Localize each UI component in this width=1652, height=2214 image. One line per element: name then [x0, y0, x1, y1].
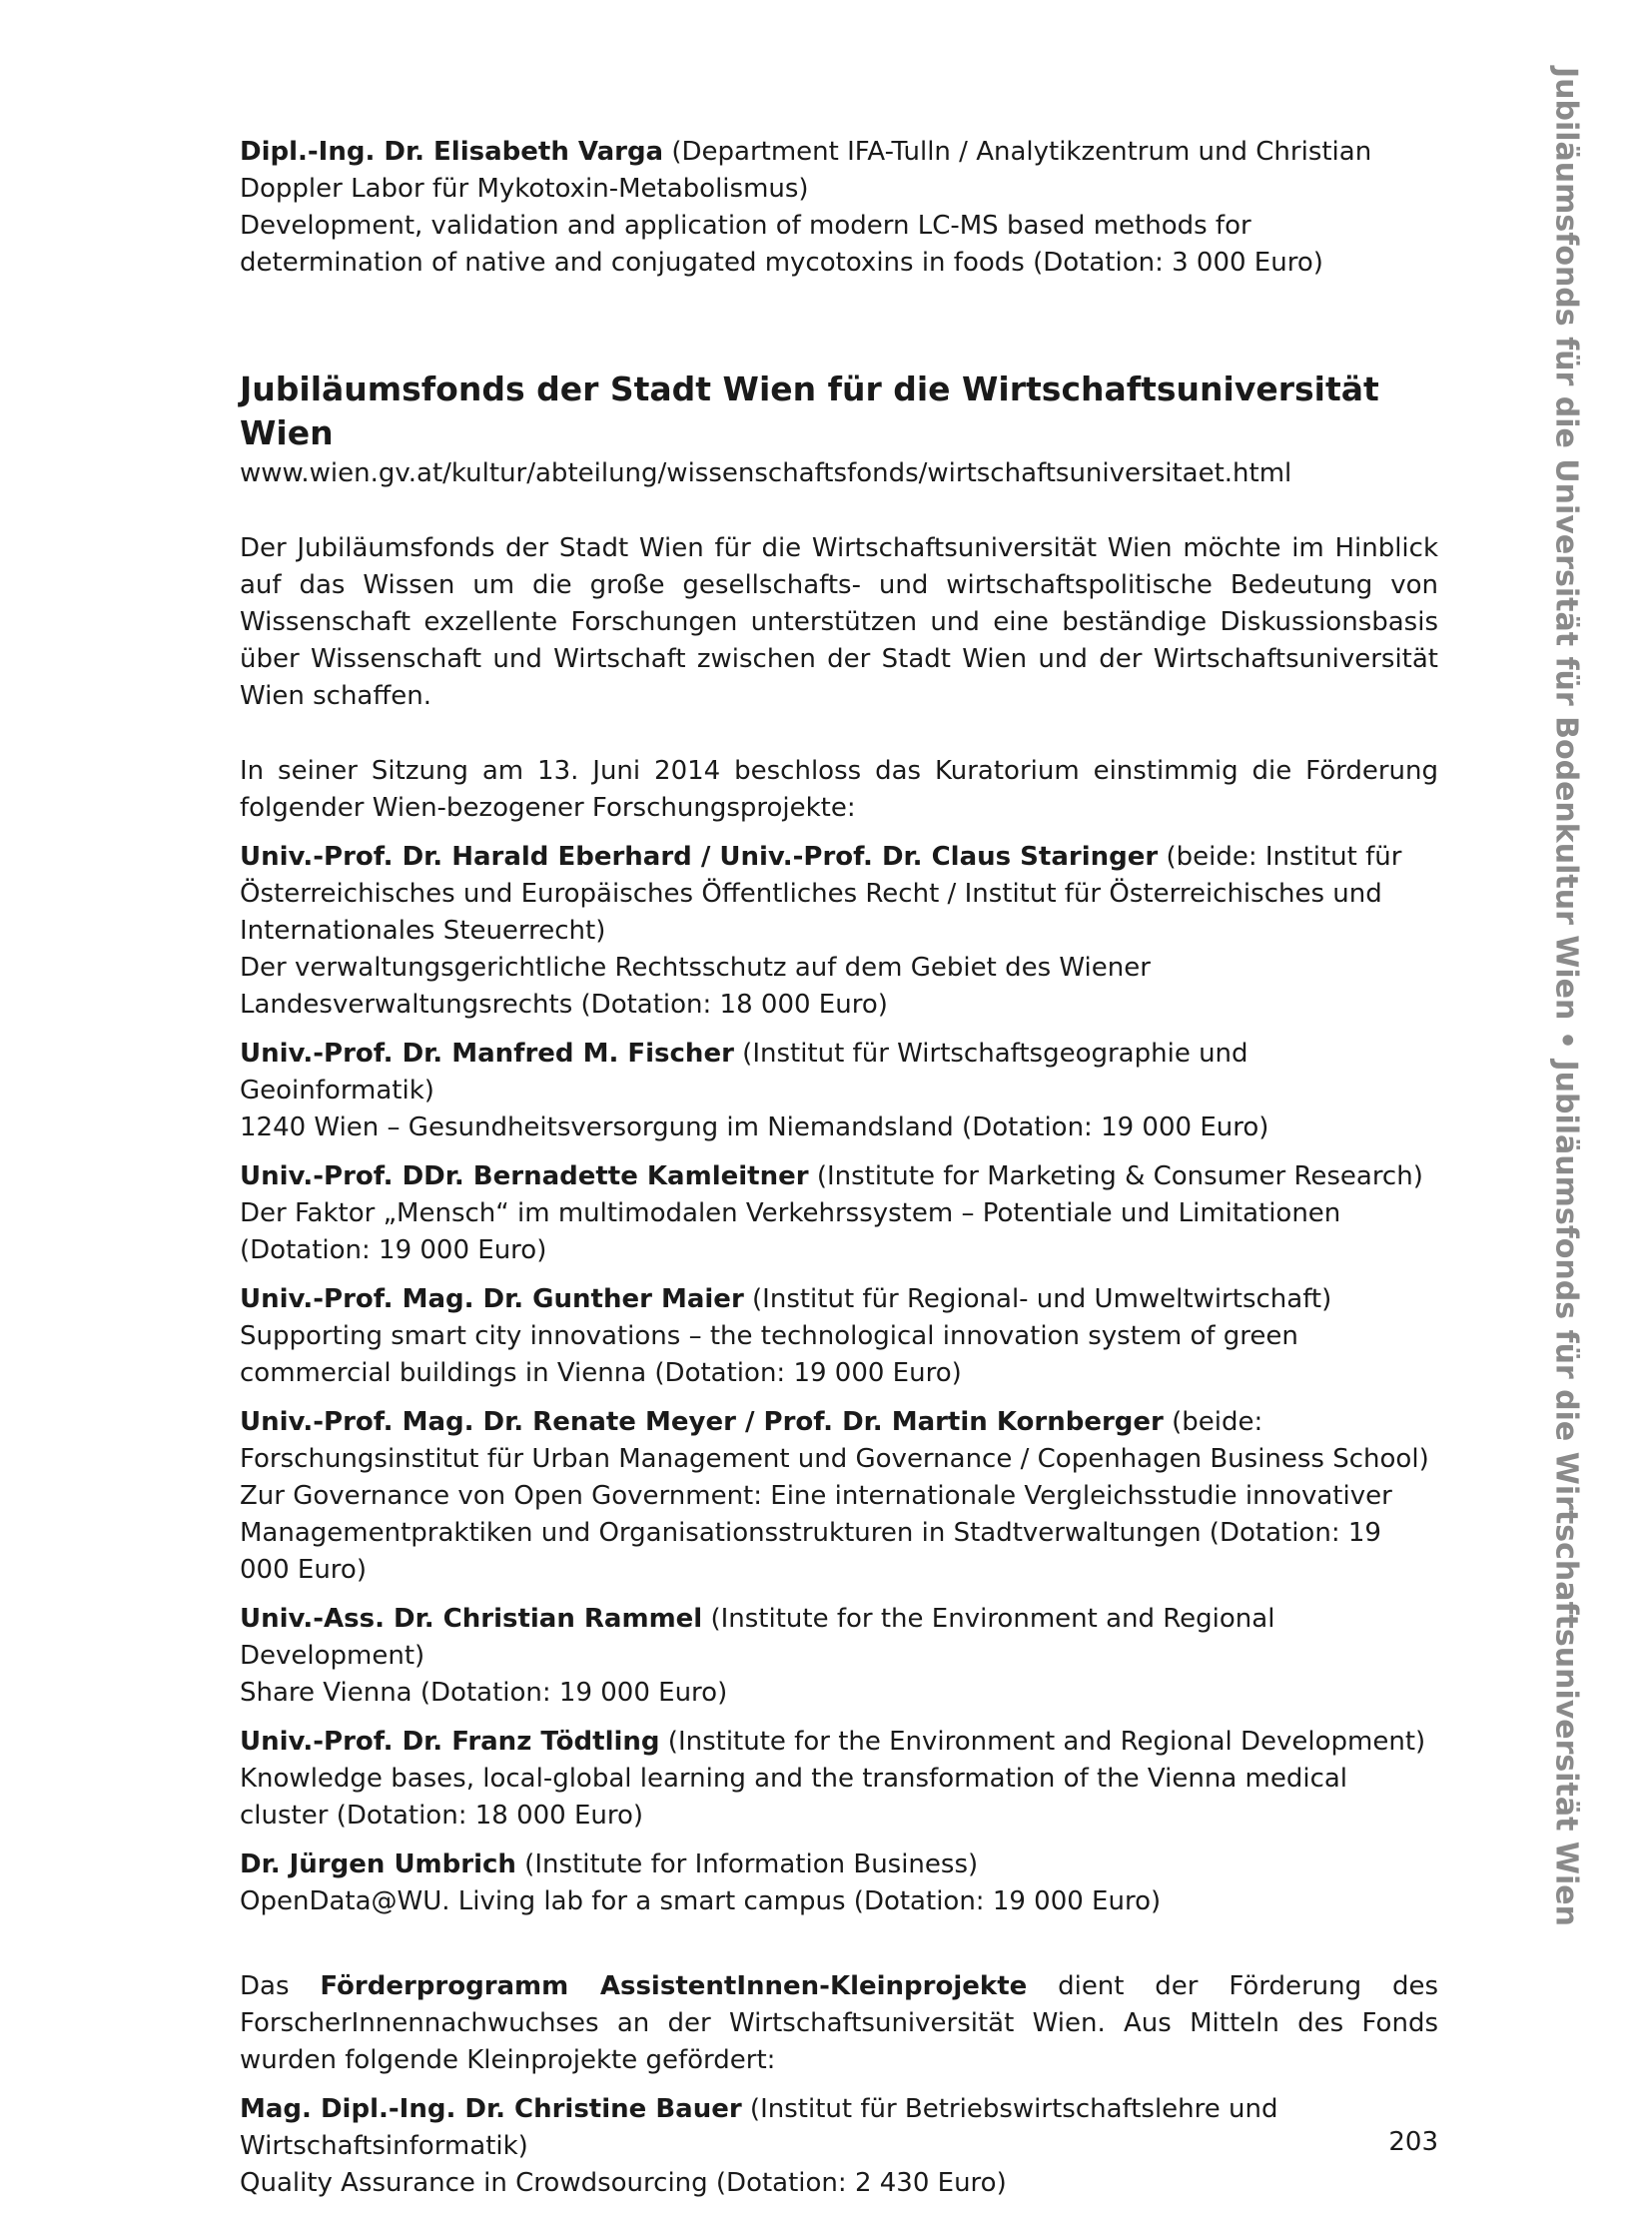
list-item	[240, 1601, 1438, 1712]
entry-affiliation: (Institute for Marketing & Consumer Research)	[808, 1161, 1423, 1191]
entry-name: Univ.-Prof. Mag. Dr. Renate Meyer / Prof. Dr. Martin Kornberger	[240, 1407, 1164, 1437]
entry-header	[240, 1281, 1438, 1318]
entry-name: Dipl.-Ing. Dr. Elisabeth Varga	[240, 137, 664, 167]
entry-header	[240, 134, 1438, 208]
entry-name: Mag. Dipl.-Ing. Dr. Christine Bauer	[240, 2094, 742, 2124]
list-item	[240, 1846, 1438, 1920]
entry-project: Supporting smart city innovations – the technological innovation system of green commercial buildings in Vienna (Dotation: 19 000 Euro)	[240, 1321, 1298, 1388]
entry-header	[240, 1036, 1438, 1109]
entry-header	[240, 1846, 1438, 1883]
assistant-program-intro	[240, 1968, 1438, 2079]
assistant-prefix: Das	[240, 1971, 321, 2001]
entry-header	[240, 1158, 1438, 1195]
entry-project: Share Vienna (Dotation: 19 000 Euro)	[240, 1678, 728, 1708]
list-item	[240, 1158, 1438, 1269]
entry-project: Zur Governance von Open Government: Eine internationale Vergleichsstudie innovativer Managementpraktiken und Organisationsstrukturen in Stadtverwaltungen (Dotation: 19 000 Euro)	[240, 1481, 1392, 1585]
entry-affiliation: (Department IFA-Tulln / Analytikzentrum und Christian Doppler Labor für Mykotoxin-Metabolismus)	[240, 137, 1372, 204]
entry-affiliation: (Institute for Information Business)	[515, 1849, 979, 1879]
entry-affiliation: (beide: Forschungsinstitut für Urban Management und Governance / Copenhagen Business School)	[240, 1407, 1429, 1474]
page-number: 203	[1388, 2127, 1438, 2157]
section-url: www.wien.gv.at/kultur/abteilung/wissenschaftsfonds/wirtschaftsuniversitaet.html	[240, 458, 1292, 488]
page-content	[240, 134, 1438, 2214]
list-item	[240, 1036, 1438, 1146]
entry-affiliation: (Institute for the Environment and Regional Development)	[240, 1604, 1275, 1671]
entry-varga	[240, 134, 1438, 282]
entry-affiliation: (Institute for the Environment and Regional Development)	[659, 1727, 1426, 1757]
list-item	[240, 2091, 1438, 2202]
entry-header	[240, 2091, 1438, 2165]
project-list	[240, 839, 1438, 1920]
running-header-text: Jubiläumsfonds für die Universität für Bodenkultur Wien • Jubiläumsfonds für die Wirtschaftsuniversität Wien	[1548, 67, 1584, 1927]
entry-name: Dr. Jürgen Umbrich	[240, 1849, 516, 1879]
entry-name: Univ.-Prof. Mag. Dr. Gunther Maier	[240, 1284, 744, 1314]
entry-affiliation: (Institut für Regional- und Umweltwirtschaft)	[743, 1284, 1332, 1314]
entry-name: Univ.-Prof. DDr. Bernadette Kamleitner	[240, 1161, 809, 1191]
entry-header	[240, 1601, 1438, 1675]
entry-name: Univ.-Prof. Dr. Harald Eberhard / Univ.-Prof. Dr. Claus Staringer	[240, 842, 1159, 872]
entry-header	[240, 1724, 1438, 1761]
list-item	[240, 1724, 1438, 1835]
entry-name: Univ.-Prof. Dr. Franz Tödtling	[240, 1727, 660, 1757]
section-intro-2: In seiner Sitzung am 13. Juni 2014 beschloss das Kuratorium einstimmig die Förderung folgender Wien-bezogener Forschungsprojekte:	[240, 756, 1438, 823]
assistant-program-name: Förderprogramm AssistentInnen-Kleinprojekte	[320, 1971, 1028, 2001]
entry-project: Knowledge bases, local-global learning and the transformation of the Vienna medical cluster (Dotation: 18 000 Euro)	[240, 1764, 1348, 1831]
entry-name: Univ.-Prof. Dr. Manfred M. Fischer	[240, 1039, 734, 1069]
list-item	[240, 1281, 1438, 1392]
section-intro: Der Jubiläumsfonds der Stadt Wien für die Wirtschaftsuniversität Wien möchte im Hinblick auf das Wissen um die große gesellschafts- und wirtschaftspolitische Bedeutung von Wissenschaft exzellente Forschungen unterstützen und eine beständige Diskussionsbasis über Wissenschaft und Wirtschaft zwischen der Stadt Wien und der Wirtschaftsuniversität Wien schaffen.	[240, 533, 1438, 711]
entry-project: 1240 Wien – Gesundheitsversorgung im Niemandsland (Dotation: 19 000 Euro)	[240, 1112, 1269, 1142]
list-item	[240, 839, 1438, 1024]
running-header-sidebar	[1546, 67, 1586, 1927]
entry-affiliation: (Institut für Wirtschaftsgeographie und Geoinformatik)	[240, 1039, 1248, 1106]
entry-affiliation: (Institut für Betriebswirtschaftslehre und Wirtschaftsinformatik)	[240, 2094, 1278, 2161]
entry-project: Der Faktor „Mensch“ im multimodalen Verkehrssystem – Potentiale und Limitationen (Dotation: 19 000 Euro)	[240, 1198, 1341, 1265]
section-title: Jubiläumsfonds der Stadt Wien für die Wirtschaftsuniversität Wien	[240, 369, 1379, 452]
entry-header	[240, 1404, 1438, 1478]
entry-name: Univ.-Ass. Dr. Christian Rammel	[240, 1604, 703, 1634]
list-item	[240, 1404, 1438, 1589]
entry-project: Quality Assurance in Crowdsourcing (Dotation: 2 430 Euro)	[240, 2168, 1007, 2198]
entry-project: Development, validation and application of modern LC-MS based methods for determination of native and conjugated mycotoxins in foods (Dotation: 3 000 Euro)	[240, 211, 1323, 278]
entry-project: Der verwaltungsgerichtliche Rechtsschutz auf dem Gebiet des Wiener Landesverwaltungsrechts (Dotation: 18 000 Euro)	[240, 953, 1151, 1020]
assistant-suffix: dient der Förderung des ForscherInnennachwuchses an der Wirtschaftsuniversität Wien. Aus Mitteln des Fonds wurden folgende Kleinprojekte gefördert:	[240, 1971, 1439, 2075]
entry-project: OpenData@WU. Living lab for a smart campus (Dotation: 19 000 Euro)	[240, 1886, 1162, 1916]
entry-affiliation: (beide: Institut für Österreichisches und Europäisches Öffentliches Recht / Institut für Österreichisches und Internationales Steuerrecht)	[240, 842, 1402, 946]
entry-header	[240, 839, 1438, 950]
